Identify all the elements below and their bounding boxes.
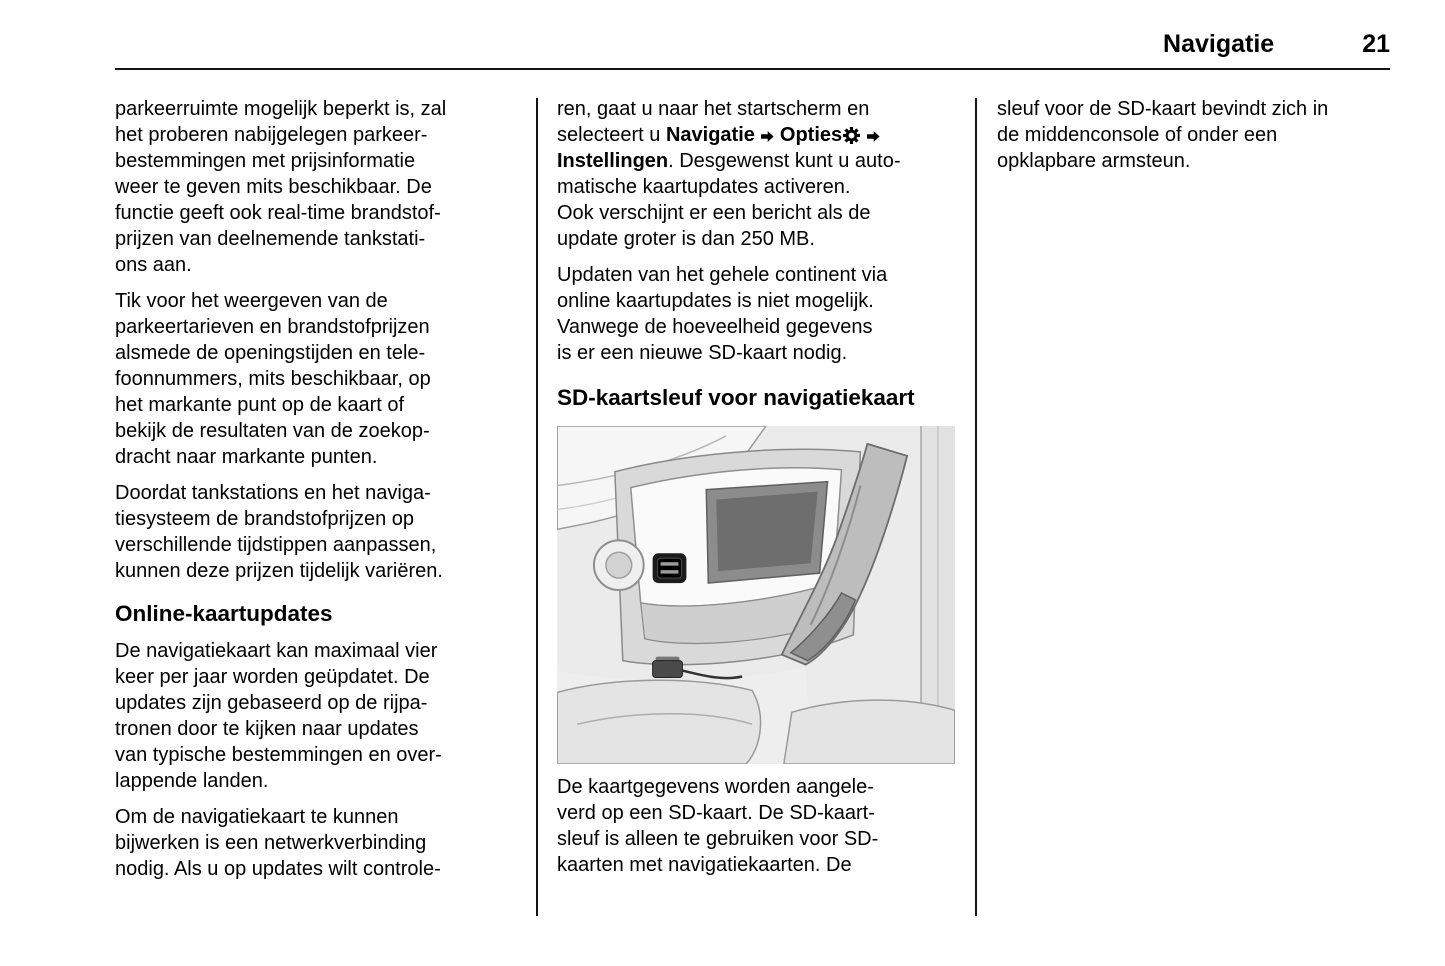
- text-line: [557, 148, 955, 174]
- column-2: [557, 96, 955, 888]
- column-3: [997, 96, 1390, 184]
- paragraph: Doordat tankstations en het naviga- tiesysteem de brandstofprijzen op verschillende tijdstippen aanpassen, kunnen deze prijzen tijdelijk variëren.: [115, 482, 443, 582]
- column-divider: [975, 98, 977, 916]
- menu-item-opties: Opties: [779, 124, 843, 146]
- column-1: [115, 96, 515, 892]
- page-header: [0, 0, 1445, 59]
- paragraph: Updaten van het gehele continent via online kaartupdates is niet mogelijk. Vanwege de hoeveelheid gegevens is er een nieuwe SD-kaart nodig.: [557, 264, 888, 364]
- paragraph: sleuf voor de SD-kaart bevindt zich in de middenconsole of onder een opklapbare armsteun.: [997, 98, 1329, 172]
- menu-arrow-icon: [760, 130, 775, 143]
- paragraph: De navigatiekaart kan maximaal vier keer per jaar worden geüpdatet. De updates zijn gebaseerd op de rijpa- tronen door te kijken naar updates van typische bestemmingen en over- lappende landen.: [115, 640, 442, 792]
- menu-arrow-icon: [866, 130, 881, 143]
- paragraph: Om de navigatiekaart te kunnen bijwerken is een netwerkverbinding nodig. Als u op updates wilt controle-: [115, 806, 441, 880]
- text-line: [557, 122, 955, 148]
- section-heading-sd-kaartsleuf: SD-kaartsleuf voor navigatiekaart: [557, 385, 915, 410]
- text-line: matische kaartupdates activeren.: [557, 176, 851, 198]
- text-segment: selecteert u: [557, 124, 666, 146]
- page-title: Navigatie: [1163, 30, 1275, 58]
- text-line: ren, gaat u naar het startscherm en: [557, 98, 870, 120]
- menu-item-instellingen: Instellingen: [557, 150, 669, 172]
- paragraph: Tik voor het weergeven van de parkeertarieven en brandstofprijzen alsmede de openingstijden en tele- foonnummers, mits beschikbaar, op het markante punt op de kaart of bekijk de resultaten van de zoekop- dracht naar markante punten.: [115, 290, 431, 468]
- section-heading-online-kaartupdates: Online-kaartupdates: [115, 601, 333, 626]
- paragraph: parkeerruimte mogelijk beperkt is, zal het proberen nabijgelegen parkeer- bestemmingen met prijsinformatie weer te geven mits beschikbaar. De functie geeft ook real-time brandstof- prijzen van deelnemende tankstati- ons aan.: [115, 98, 447, 276]
- center-console-illustration: [557, 426, 955, 764]
- page-number: 21: [1362, 30, 1390, 58]
- paragraph: De kaartgegevens worden aangele- verd op een SD-kaart. De SD-kaart- sleuf is alleen te gebruiken voor SD- kaarten met navigatiekaarten. De: [557, 776, 879, 876]
- paragraph-settings-path: [557, 96, 955, 252]
- text-segment: . Desgewenst kunt u auto-: [668, 150, 901, 172]
- columns: [0, 70, 1445, 916]
- console-line-art: [557, 426, 955, 764]
- menu-item-navigatie: Navigatie: [665, 124, 755, 146]
- column-divider: [536, 98, 538, 916]
- gear-icon: [843, 127, 860, 144]
- text-line: Ook verschijnt er een bericht als de: [557, 202, 871, 224]
- text-line: update groter is dan 250 MB.: [557, 228, 815, 250]
